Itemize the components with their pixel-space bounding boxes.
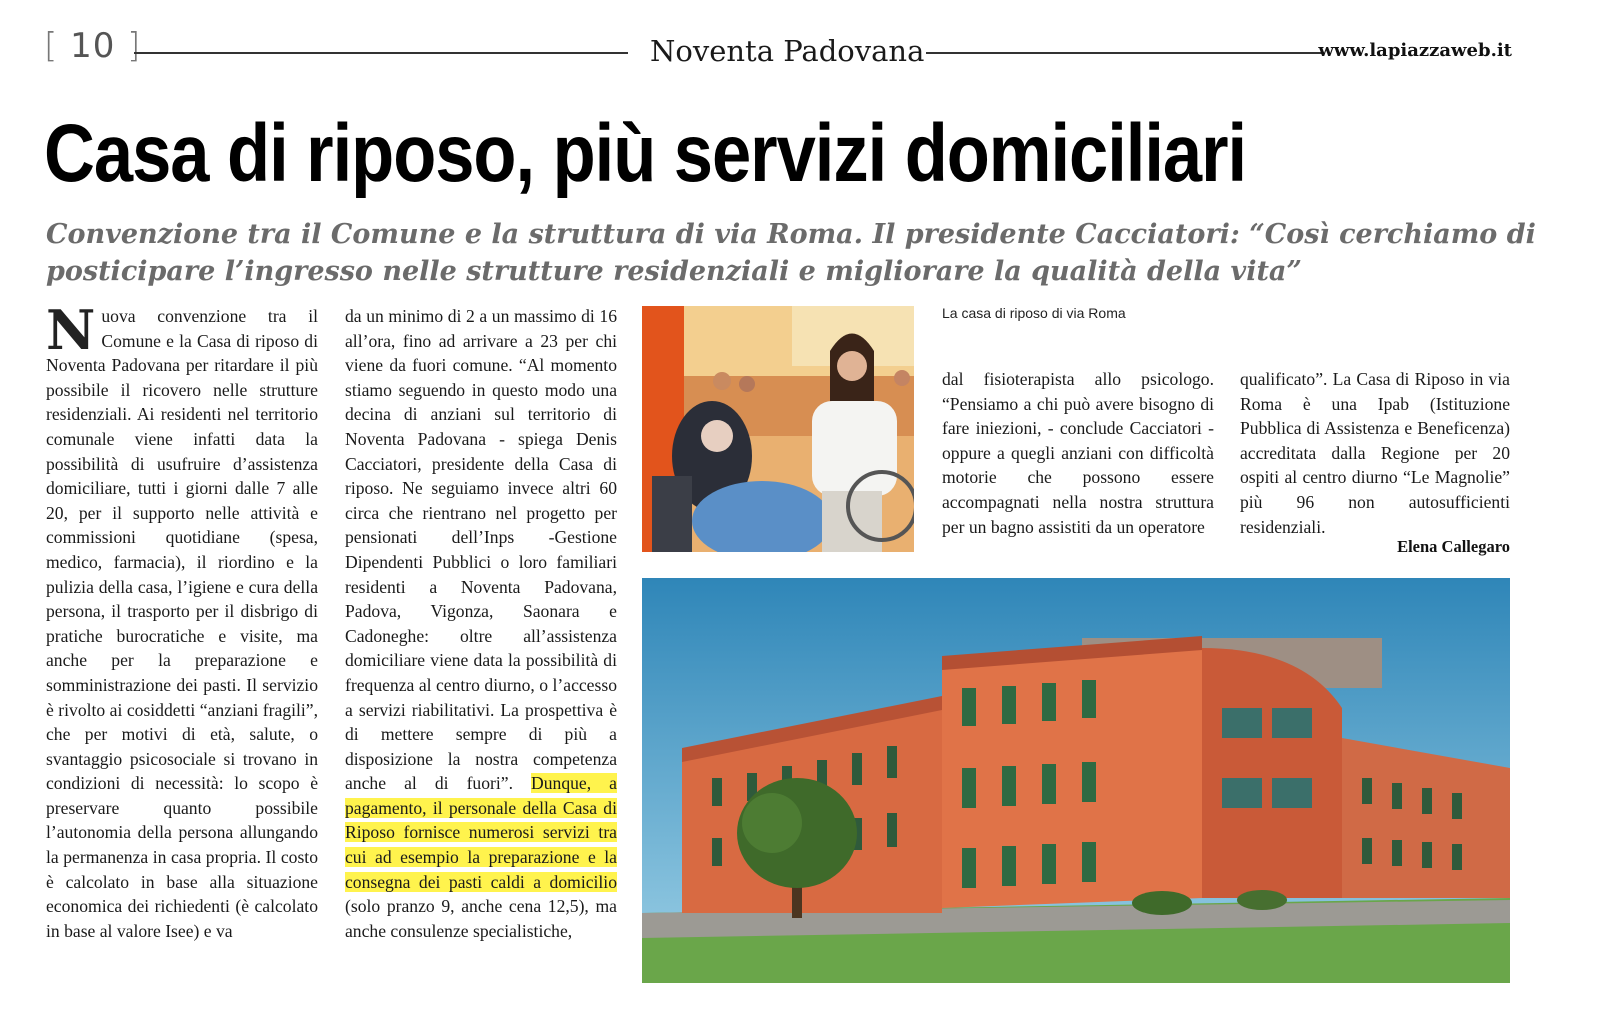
header-rule-left — [134, 52, 628, 54]
header-rule-right — [926, 52, 1324, 54]
photo-caption: La casa di riposo di via Roma — [942, 305, 1126, 321]
article-column-2 — [345, 304, 617, 943]
highlighted-passage: Dunque, a pagamento, il personale della Casa di Riposo fornisce numerosi servizi tra cui ad esempio la preparazione e la consegna dei pasti caldi a domicilio — [345, 773, 617, 892]
website-link[interactable]: www.lapiazzaweb.it — [1318, 40, 1512, 61]
article-column-3: dal fisioterapista allo psicologo. “Pensiamo a chi può avere bisogno di fare iniezioni, - conclude Cacciatori - oppure a quegli anziani con difficoltà motorie che possono essere accompagnati nella nostra struttura per un bagno assistiti da un operatore — [942, 369, 1214, 537]
drop-cap: N — [46, 298, 96, 362]
page-number: [ 10 ] — [44, 26, 142, 66]
subtitle: Convenzione tra il Comune e la struttura di via Roma. Il presidente Cacciatori: “Così cerchiamo di posticipare l’ingresso nelle strutture residenziali e migliorare la qualità della vita” — [46, 219, 1536, 287]
photo-building-exterior — [642, 578, 1510, 983]
photo-residents-interior — [642, 306, 914, 552]
column-2-text-b: (solo pranzo 9, anche cena 12,5), ma anche consulenze specialistiche, — [345, 896, 617, 941]
page-number-value: 10 — [70, 26, 116, 66]
section-title: Noventa Padovana — [650, 34, 925, 68]
author-byline: Elena Callegaro — [1397, 537, 1510, 556]
column-2-text-a: da un minimo di 2 a un massimo di 16 all’ora, fino ad arrivare a 23 per chi viene da fuori comune. “Al momento stiamo seguendo in questo modo una decina di anziani sul territorio di Noventa Padovana - spiega Denis Cacciatori, presidente della Casa di riposo. Ne seguiamo invece altri 60 circa che rientrano nel progetto per pensionati dell’Inps -Gestione Dipendenti Pubblici o loro familiari residenti a Noventa Padovana, Padova, Vigonza, Saonara e Cadoneghe: oltre all’assistenza domiciliare viene data la possibilità di frequenza al centro diurno, o l’accesso a servizi riabilitativi. La prospettiva è di mettere sempre di più a disposizione la nostra competenza anche al di fuori”. — [345, 306, 617, 794]
article-column-1 — [46, 298, 318, 943]
headline: Casa di riposo, più servizi domiciliari — [44, 108, 1247, 199]
article-column-4: qualificato”. La Casa di Riposo in via Roma è una Ipab (Istituzione Pubblica di Assistenza e Beneficenza) accreditata dalla Regione per 20 ospiti al centro diurno “Le Magnolie” più 96 non autosufficienti residenziali. — [1240, 369, 1510, 537]
column-1-text: uova convenzione tra il Comune e la Casa di riposo di Noventa Padovana per ritardare il più possibile il ricovero nelle strutture residenziali. Ai residenti nel territorio comunale viene infatti data la possibilità di usufruire d’assistenza domiciliare, tutti i giorni dalle 7 alle 20, per il supporto nelle attività e commissioni quotidiane (spesa, medico, farmacia), il riordino e la pulizia della casa, l’igiene e cura della persona, il trasporto per il disbrigo di pratiche burocratiche e visite, ma anche per la preparazione e somministrazione dei pasti. Il servizio è rivolto ai cosiddetti “anziani fragili”, che per motivi di età, salute, o svantaggio psicosociale si trovano in condizioni di necessità: lo scopo è preservare quanto possibile l’autonomia della persona allungando la permanenza in casa propria. Il costo è calcolato in base alla situazione economica dei richiedenti (è calcolato in base al valore Isee) e va — [46, 306, 318, 941]
